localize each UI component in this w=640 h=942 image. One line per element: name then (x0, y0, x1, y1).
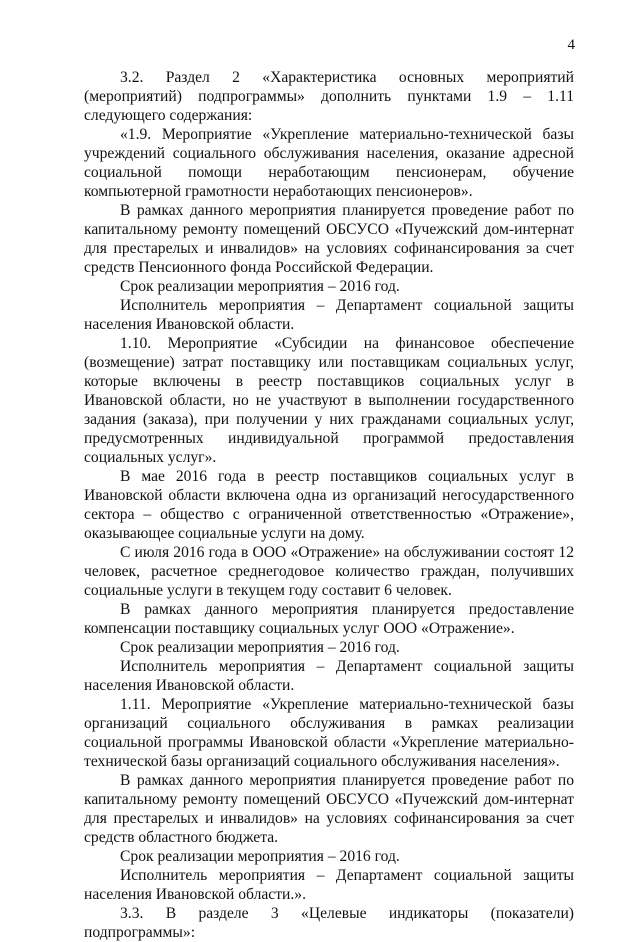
paragraph: В мае 2016 года в реестр поставщиков социальных услуг в Ивановской области включена одна из организаций негосударственного сектора – общество с ограниченной ответственностью «Отражение», оказывающее социальные услуги на дому. (84, 468, 574, 542)
paragraph: Срок реализации мероприятия – 2016 год. (120, 639, 400, 656)
paragraph: В рамках данного мероприятия планируется предоставление компенсации поставщику социальных услуг ООО «Отражение». (84, 601, 574, 637)
paragraph: Исполнитель мероприятия – Департамент социальной защиты населения Ивановской области. (84, 658, 574, 694)
paragraph: 3.2. Раздел 2 «Характеристика основных мероприятий (мероприятий) подпрограммы» дополнить пунктами 1.9 – 1.11 следующего содержания: (84, 69, 574, 124)
paragraph: Срок реализации мероприятия – 2016 год. (120, 278, 400, 295)
paragraph: 1.11. Мероприятие «Укрепление материально-технической базы организаций социального обслуживания в рамках реализации социальной программы Ивановской области «Укрепление материально-технической базы организаций социального обслуживания населения». (84, 696, 574, 770)
paragraph: В рамках данного мероприятия планируется проведение работ по капитальному ремонту помещений ОБСУСО «Пучежский дом-интернат для престарелых и инвалидов» на условиях софинансирования за счет средств Пенсионного фонда Российской Федерации. (84, 202, 574, 276)
paragraph: Исполнитель мероприятия – Департамент социальной защиты населения Ивановской области.». (84, 867, 574, 903)
paragraph: Исполнитель мероприятия – Департамент социальной защиты населения Ивановской области. (84, 297, 574, 333)
paragraph: В рамках данного мероприятия планируется проведение работ по капитальному ремонту помещений ОБСУСО «Пучежский дом-интернат для престарелых и инвалидов» на условиях софинансирования за счет средств областного бюджета. (84, 772, 574, 846)
paragraph: «1.9. Мероприятие «Укрепление материально-технической базы учреждений социального обслуживания населения, оказание адресной социальной помощи неработающим пенсионерам, обучение компьютерной грамотности неработающих пенсионеров». (84, 126, 574, 200)
paragraph: Срок реализации мероприятия – 2016 год. (120, 848, 400, 865)
document-body (84, 68, 574, 942)
paragraph: С июля 2016 года в ООО «Отражение» на обслуживании состоят 12 человек, расчетное среднегодовое количество граждан, получивших социальные услуги в текущем году составит 6 человек. (84, 544, 574, 599)
paragraph: 3.3. В разделе 3 «Целевые индикаторы (показатели) подпрограммы»: (84, 905, 574, 941)
paragraph: 1.10. Мероприятие «Субсидии на финансовое обеспечение (возмещение) затрат поставщику или поставщикам социальных услуг, которые включены в реестр поставщиков социальных услуг в Ивановской области, но не участвуют в выполнении государственного задания (заказа), при получении у них гражданами социальных услуг, предусмотренных индивидуальной программой предоставления социальных услуг». (84, 335, 574, 466)
page-number: 4 (567, 37, 575, 53)
